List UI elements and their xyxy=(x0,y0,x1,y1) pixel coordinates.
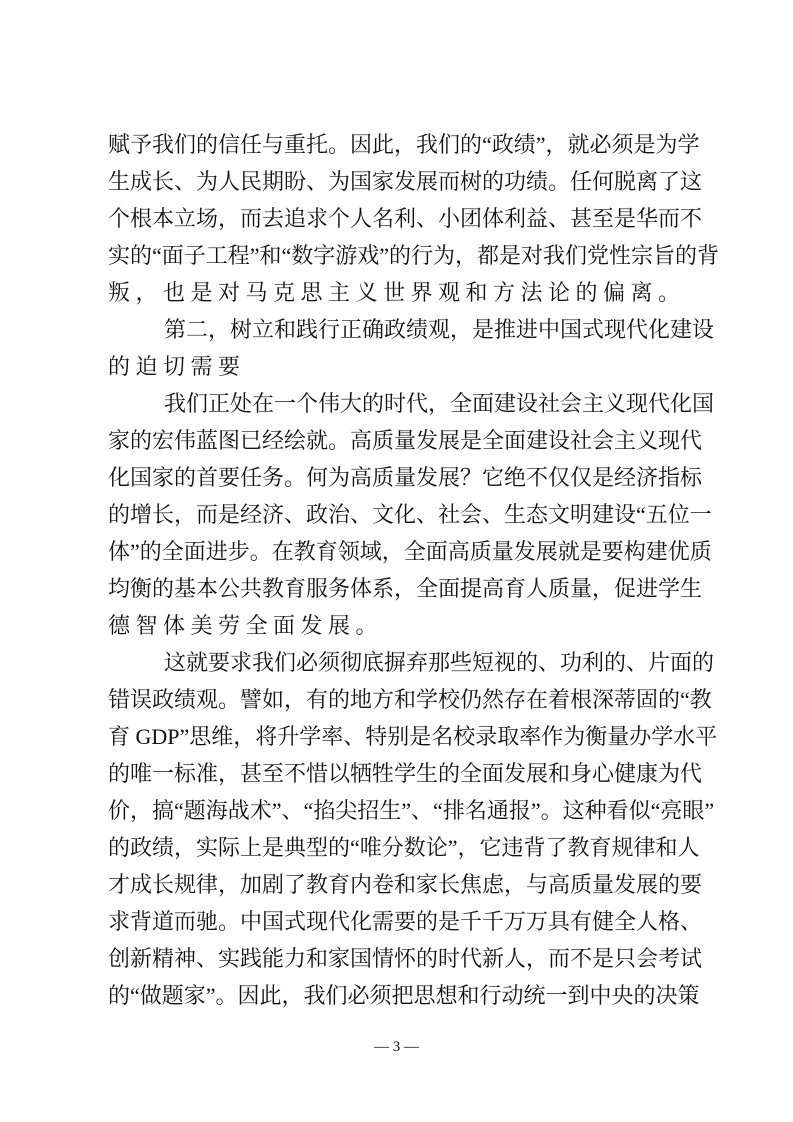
text-line: 我们正处在一个伟大的时代，全面建设社会主义现代化国 xyxy=(164,391,715,416)
paragraph xyxy=(108,644,718,1014)
text-line: 的迫切需要 xyxy=(108,354,246,379)
text-line: 均衡的基本公共教育服务体系，全面提高育人质量，促进学生 xyxy=(108,576,703,601)
text-line: 错误政绩观。譬如，有的地方和学校仍然存在着根深蒂固的“教 xyxy=(108,687,712,712)
text-line: 创新精神、实践能力和家国情怀的时代新人，而不是只会考试 xyxy=(108,946,703,971)
text-line: 实的“面子工程”和“数字游戏”的行为，都是对我们党性宗旨的背 xyxy=(108,243,720,268)
text-line: 的唯一标准，甚至不惜以牺牲学生的全面发展和身心健康为代 xyxy=(108,761,703,786)
text-line: 家的宏伟蓝图已经绘就。高质量发展是全面建设社会主义现代 xyxy=(108,428,703,453)
text-line: 生成长、为人民期盼、为国家发展而树的功绩。任何脱离了这 xyxy=(108,169,703,194)
text-line: 的增长，而是经济、政治、文化、社会、生态文明建设“五位一 xyxy=(108,502,712,527)
paragraph xyxy=(108,311,715,385)
text-line: 体”的全面进步。在教育领域，全面高质量发展就是要构建优质 xyxy=(108,539,712,564)
text-line: 赋予我们的信任与重托。因此，我们的“政绩”，就必须是为学 xyxy=(108,132,700,157)
text-line: 这就要求我们必须彻底摒弃那些短视的、功利的、片面的 xyxy=(164,650,715,675)
text-line: 化国家的首要任务。何为高质量发展？它绝不仅仅是经济指标 xyxy=(108,465,703,490)
text-line: 求背道而驰。中国式现代化需要的是千千万万具有健全人格、 xyxy=(108,909,703,934)
text-line: 的“做题家”。因此，我们必须把思想和行动统一到中央的决策 xyxy=(108,983,700,1008)
text-line: 才成长规律，加剧了教育内卷和家长焦虑，与高质量发展的要 xyxy=(108,872,703,897)
text-line: 第二，树立和践行正确政绩观，是推进中国式现代化建设 xyxy=(164,317,715,342)
text-line: 德智体美劳全面发展。 xyxy=(108,613,384,638)
text-line: 叛，也是对马克思主义世界观和方法论的偏离。 xyxy=(108,280,686,305)
text-line: 育 GDP”思维，将升学率、特别是名校录取率作为衡量办学水平 xyxy=(108,724,718,749)
text-line: 个根本立场，而去追求个人名利、小团体利益、甚至是华而不 xyxy=(108,206,703,231)
paragraph xyxy=(108,385,715,644)
text-line: 的政绩，实际上是典型的“唯分数论”，它违背了教育规律和人 xyxy=(108,835,700,860)
paragraph xyxy=(108,126,720,311)
body-text xyxy=(108,126,720,1014)
text-line: 价，搞“题海战术”、“掐尖招生”、“排名通报”。这种看似“亮眼” xyxy=(108,798,715,823)
page-number: — 3 — xyxy=(374,1039,419,1055)
